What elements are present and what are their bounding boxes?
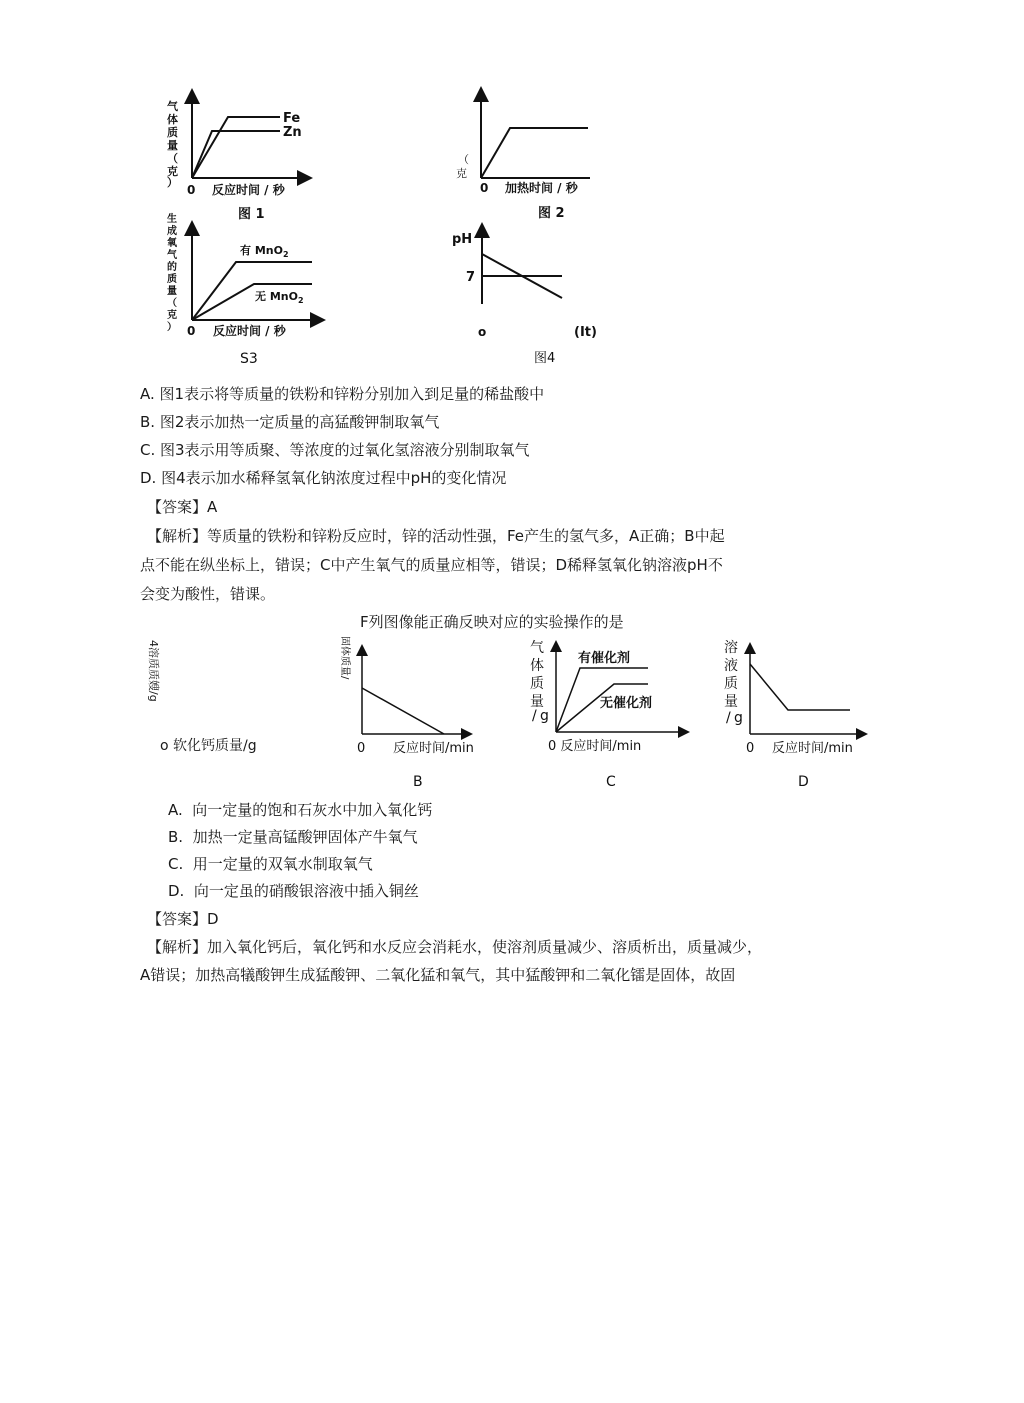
- fig3-caption: S3: [240, 351, 258, 367]
- svg-text:质: 质: [530, 676, 544, 692]
- fig4-origin: o: [478, 325, 487, 339]
- fig2-xlabel: 加热时间 / 秒: [505, 181, 578, 195]
- figA-ylabel: 4溶质质嫂/g: [147, 640, 160, 702]
- figD-caption: D: [798, 774, 809, 790]
- svg-text:生: 生: [167, 214, 177, 225]
- svg-text:液: 液: [724, 658, 738, 674]
- figC-without-label: 无催化剂: [600, 696, 653, 711]
- fig3-xlabel: 反应时间 / 秒: [213, 324, 286, 338]
- q2-analysis-line-1: 【解析】加入氧化钙后，氧化钙和水反应会消耗水，使溶剂质量减少、溶质析出，质量减少，: [147, 938, 763, 956]
- q2-answer: 【答案】D: [147, 910, 219, 928]
- svg-text:体: 体: [167, 113, 178, 126]
- q1-answer: 【答案】A: [147, 498, 218, 516]
- svg-text:氧: 氧: [167, 238, 177, 249]
- figB-xlabel: 反应时间/min: [393, 741, 474, 756]
- figD-axes: [750, 648, 862, 734]
- fig3-with-label: 有 MnO$_2$: [240, 244, 289, 259]
- svg-text:量: 量: [530, 694, 544, 710]
- fig1-zn-label: Zn: [283, 125, 302, 140]
- fig1-fe-label: Fe: [283, 111, 301, 126]
- q1-option-c: C. 图3表示用等质聚、等浓度的过氧化氢溶液分别制取氧气: [140, 441, 530, 459]
- svg-text:/: /: [726, 710, 731, 726]
- figC-with-label: 有催化剂: [578, 651, 631, 666]
- figA-xlabel: o 软化钙质量/g: [160, 738, 257, 754]
- svg-text:量: 量: [167, 139, 178, 152]
- svg-text:量: 量: [724, 694, 738, 710]
- svg-text:成: 成: [167, 226, 177, 237]
- svg-text:气: 气: [167, 250, 177, 261]
- q2-title: F列图像能正确反映对应的实验操作的是: [360, 613, 624, 631]
- figC-xlabel: 0 反应时间/min: [548, 739, 642, 754]
- fig1-caption: 图 1: [238, 207, 265, 222]
- figD-line: [750, 664, 850, 710]
- figB-ylabel: 固体质量/: [339, 636, 350, 680]
- svg-text:溶: 溶: [724, 640, 738, 656]
- fig4-ylabel: pH: [452, 232, 473, 247]
- q2-option-d: D. 向一定虽的硝酸银溶液中插入铜丝: [168, 882, 419, 900]
- fig2-origin: 0: [480, 181, 489, 195]
- svg-text:的: 的: [167, 262, 177, 273]
- svg-text:g: g: [734, 710, 743, 726]
- svg-text:）: ）: [167, 176, 178, 189]
- fig1-origin: 0: [187, 183, 196, 197]
- q1-analysis-line-1: 【解析】等质量的铁粉和锌粉反应时，锌的活动性强，Fe产生的氢气多，A正确；B中起: [147, 527, 725, 545]
- svg-text:气: 气: [530, 640, 544, 656]
- q2-analysis-line-2: A错误；加热高犠酸钾生成猛酸钾、二氧化猛和氧气，其中猛酸钾和二氧化镭是固体，故固: [140, 966, 736, 984]
- svg-text:气: 气: [167, 100, 178, 113]
- svg-text:克: 克: [167, 165, 178, 178]
- fig1-xlabel: 反应时间 / 秒: [212, 183, 285, 197]
- fig4-caption: 图4: [534, 351, 556, 366]
- figB-caption: B: [413, 774, 423, 790]
- figD-ylabel: [724, 639, 743, 726]
- svg-text:/: /: [532, 708, 537, 724]
- figD-origin: 0: [746, 741, 755, 756]
- q1-option-d: D. 图4表示加水稀释氢氧化钠浓度过程中pH的变化情况: [140, 469, 507, 487]
- svg-text:克: 克: [167, 310, 177, 321]
- q2-option-a: A. 向一定量的饱和石灰水中加入氧化钙: [168, 801, 433, 819]
- fig4-xlabel: (It): [574, 325, 597, 340]
- q1-option-b: B. 图2表示加热一定质量的高猛酸钾制取氧气: [140, 413, 440, 431]
- svg-text:（: （: [458, 153, 469, 166]
- svg-text:质: 质: [167, 126, 178, 139]
- svg-text:）: ）: [167, 322, 177, 333]
- fig2-caption: 图 2: [538, 206, 565, 221]
- svg-text:（: （: [167, 298, 177, 309]
- q2-option-b: B. 加热一定量高锰酸钾固体产牛氧气: [168, 828, 418, 846]
- svg-text:质: 质: [724, 676, 738, 692]
- q1-analysis-line-2: 点不能在纵坐标上，错误；C中产生氧气的质量应相等，错误；D稀释氢氧化钠溶液pH不: [140, 556, 723, 574]
- svg-text:（: （: [167, 152, 178, 165]
- svg-text:体: 体: [530, 658, 544, 674]
- svg-text:g: g: [540, 708, 549, 724]
- figC-caption: C: [606, 774, 616, 790]
- fig4-y-tick: 7: [466, 270, 476, 285]
- figD-xlabel: 反应时间/min: [772, 741, 853, 756]
- fig3-origin: 0: [187, 324, 196, 338]
- svg-text:量: 量: [167, 286, 177, 297]
- fig3-without-label: 无 MnO$_2$: [255, 290, 304, 305]
- figB-origin: 0: [357, 741, 366, 756]
- svg-text:质: 质: [167, 274, 177, 285]
- q1-option-a: A. 图1表示将等质量的铁粉和锌粉分别加入到足量的稀盐酸中: [140, 385, 545, 403]
- svg-text:克: 克: [456, 167, 467, 180]
- q1-analysis-line-3: 会变为酸性，错课。: [140, 585, 276, 603]
- q2-option-c: C. 用一定量的双氧水制取氧气: [168, 855, 373, 873]
